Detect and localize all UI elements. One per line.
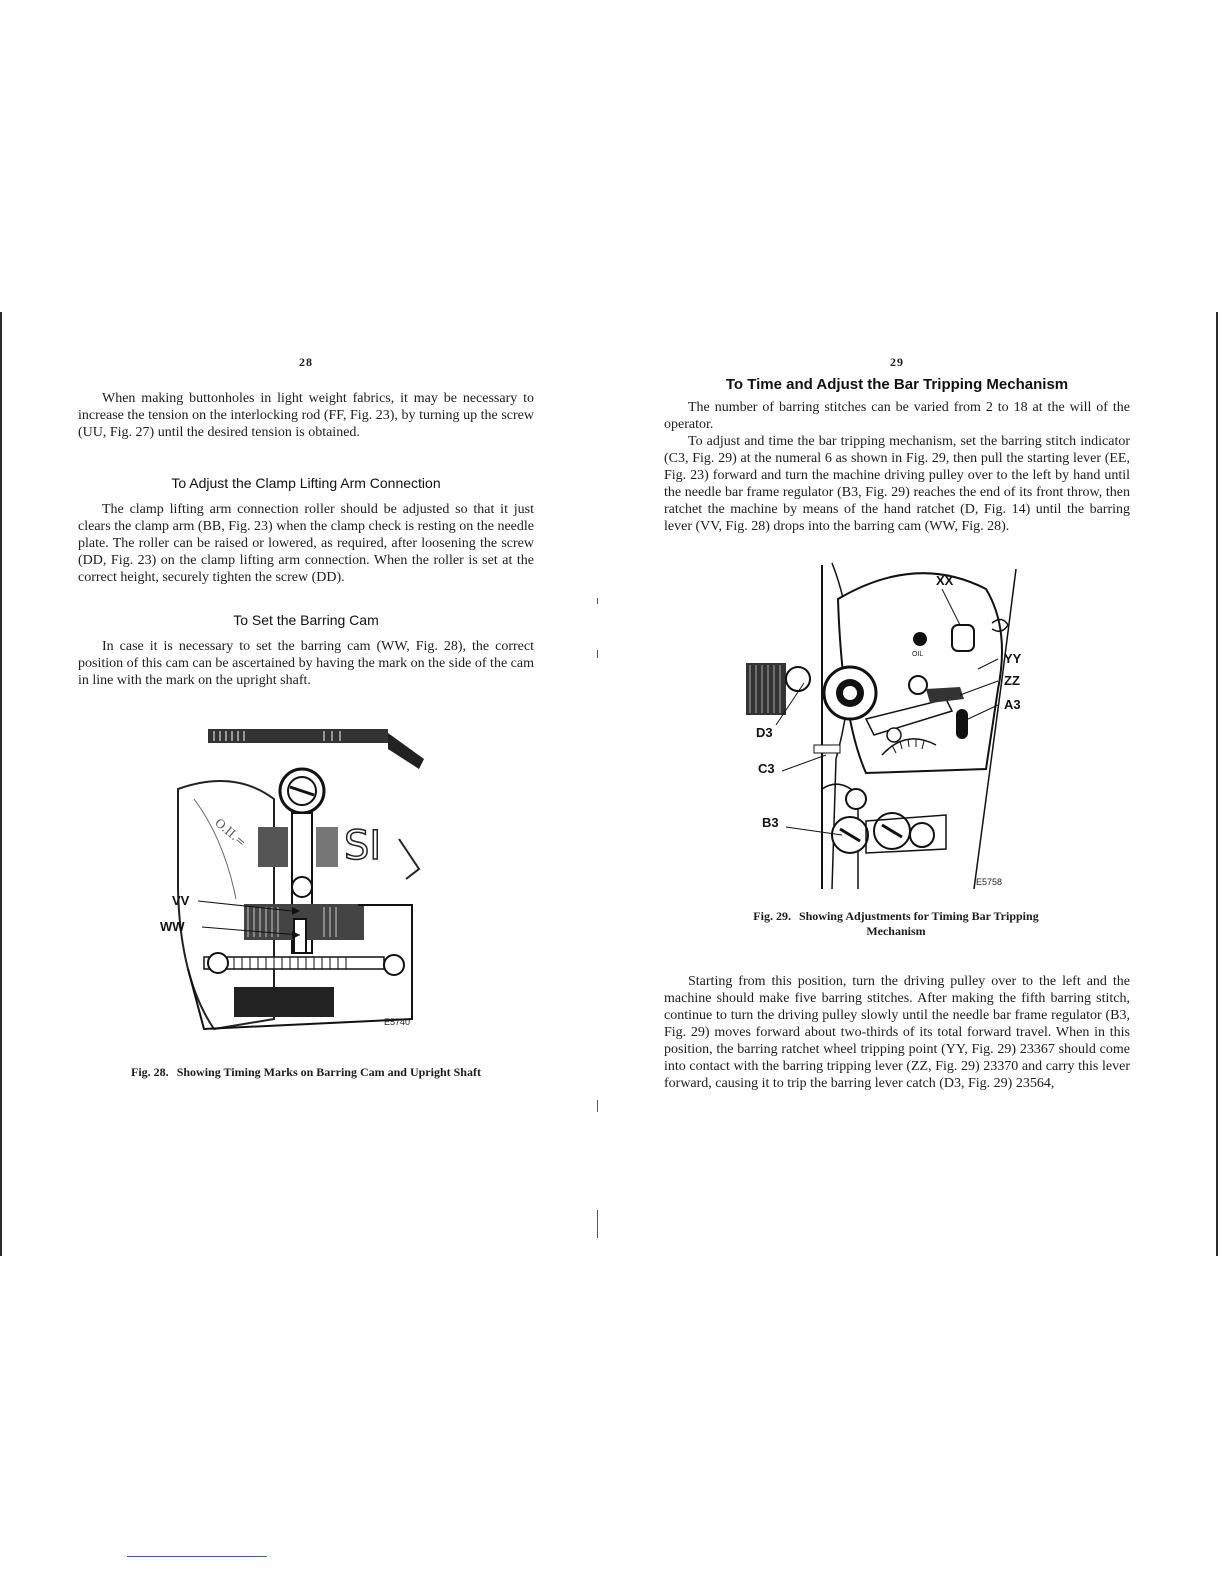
figure-28-caption <box>78 1065 534 1080</box>
oil-label: OIL <box>912 651 924 658</box>
paragraph-five-barring: Starting from this position, turn the driving pulley over to the left and the machine should make five barring stitches. After making the fifth barring stitch, continue to turn the driving pulley slowly until the needle bar frame regulator (B3, Fig. 29) moves forward about two-thirds of its total forward travel. When in this position, the barring ratchet wheel tripping point (YY, Fig. 29) 23367 should come into contact with the barring tripping lever (ZZ, Fig. 29) 23370 and carry this lever forward, causing it to trip the barring lever catch (D3, Fig. 29) 23564, <box>664 974 1130 1091</box>
callout-ww: WW <box>160 919 185 934</box>
svg-text:SI: SI <box>344 823 382 869</box>
svg-text:O.II.=: O.II.= <box>212 815 249 850</box>
figure-id: E5740 <box>384 1017 411 1027</box>
callout-vv: VV <box>172 893 190 908</box>
left-scan-edge <box>0 312 2 1256</box>
section-heading-barring-cam: To Set the Barring Cam <box>233 612 379 628</box>
gutter-mark <box>597 598 598 604</box>
right-scan-edge <box>1216 312 1218 1256</box>
bar-tripping-illustration <box>746 559 1046 899</box>
callout-c3: C3 <box>758 761 775 776</box>
figure-29-caption <box>746 909 1046 939</box>
paragraph-barring-range: The number of barring stitches can be varied from 2 to 18 at the will of the operator. <box>664 400 1130 432</box>
page-number: 28 <box>299 355 313 369</box>
page-number: 29 <box>890 355 904 369</box>
figure-id: E5758 <box>976 877 1003 887</box>
section-heading-bar-tripping: To Time and Adjust the Bar Tripping Mechanism <box>725 376 1069 393</box>
right-page <box>664 355 1130 1092</box>
barring-cam-illustration <box>174 729 444 1041</box>
paragraph-adjust-timing: To adjust and time the bar tripping mechanism, set the barring stitch indicator (C3, Fig. 29) at the numeral 6 as shown in Fig. 29, then pull the starting lever (EE, Fig. 23) forward and turn the machine driving pulley over to the left by hand until the needle bar frame regulator (B3, Fig. 29) reaches the end of its front throw, then ratchet the machine by means of the hand ratchet (D, Fig. 14) until the barring lever (VV, Fig. 28) drops into the barring cam (WW, Fig. 28). <box>664 434 1130 534</box>
callout-a3: A3 <box>1004 697 1021 712</box>
left-page <box>78 355 534 1080</box>
callout-yy: YY <box>1004 651 1022 666</box>
caption-text: Showing Adjustments for Timing Bar Tripping Mechanism <box>798 909 1039 938</box>
section-heading-clamp: To Adjust the Clamp Lifting Arm Connection <box>171 475 441 491</box>
section-paragraph-barring-cam: In case it is necessary to set the barring cam (WW, Fig. 28), the correct position of this cam can be ascertained by having the mark on the side of the cam in line with the mark on the upright shaft. <box>78 639 534 688</box>
caption-text: Showing Timing Marks on Barring Cam and Upright Shaft <box>176 1065 481 1079</box>
intro-paragraph: When making buttonholes in light weight fabrics, it may be necessary to increase the tension on the interlocking rod (FF, Fig. 23), by turning up the screw (UU, Fig. 27) until the desired tension is obtained. <box>78 391 534 440</box>
callout-zz: ZZ <box>1004 673 1020 688</box>
figure-28 <box>160 729 444 1041</box>
caption-label: Fig. 28. <box>131 1065 169 1079</box>
gutter-mark <box>597 1100 598 1112</box>
callout-xx: XX <box>936 573 954 588</box>
callout-b3: B3 <box>762 815 779 830</box>
gutter-mark <box>597 650 598 658</box>
gutter-mark <box>597 1210 598 1238</box>
caption-label: Fig. 29. <box>753 909 791 923</box>
section-paragraph-clamp: The clamp lifting arm connection roller should be adjusted so that it just clears the clamp arm (BB, Fig. 23) when the clamp check is resting on the needle plate. The roller can be raised or lowered, as required, after loosening the screw (DD, Fig. 23) on the clamp lifting arm connection. When the roller is set at the correct height, securely tighten the screw (DD). <box>78 502 534 585</box>
footer-underline <box>127 1556 267 1557</box>
callout-d3: D3 <box>756 725 773 740</box>
figure-29 <box>746 559 1046 899</box>
